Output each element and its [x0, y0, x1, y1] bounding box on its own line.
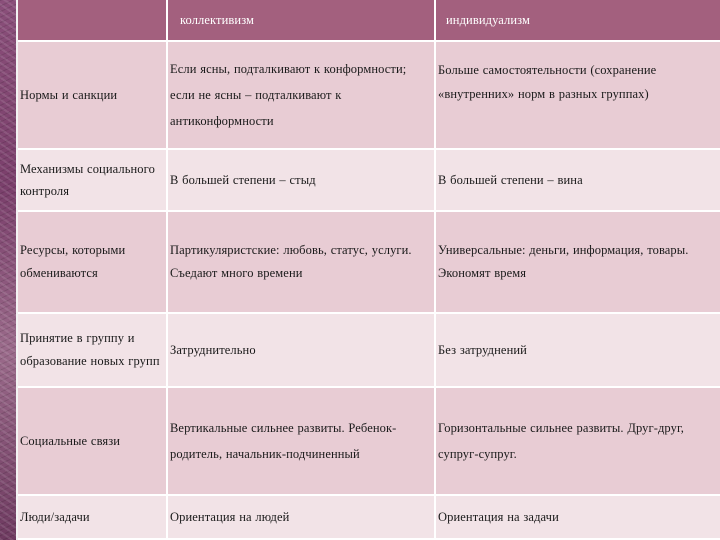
individualism-cell: Горизонтальные сильнее развиты. Друг-друг, супруг-супруг. — [436, 388, 720, 496]
individualism-cell: В большей степени – вина — [436, 150, 720, 212]
table-row-norms — [18, 42, 720, 150]
table-row-group-acceptance — [18, 314, 720, 388]
collectivism-cell: Вертикальные сильнее развиты. Ребенок-родитель, начальник-подчиненный — [168, 388, 436, 496]
row-label: Люди/задачи — [18, 496, 168, 540]
row-label: Социальные связи — [18, 388, 168, 496]
table-row-people-tasks — [18, 496, 720, 540]
collectivism-cell: Партикуляристские: любовь, статус, услуги. Съедают много времени — [168, 212, 436, 314]
header-individualism: индивидуализм — [436, 0, 720, 42]
table-row-resources — [18, 212, 720, 314]
row-label: Принятие в группу и образование новых групп — [18, 314, 168, 388]
table-row-social-control — [18, 150, 720, 212]
header-row — [18, 0, 720, 42]
comparison-table — [18, 0, 720, 540]
header-collectivism: коллективизм — [168, 0, 436, 42]
row-label: Механизмы социального контроля — [18, 150, 168, 212]
individualism-cell: Без затруднений — [436, 314, 720, 388]
collectivism-cell: Ориентация на людей — [168, 496, 436, 540]
individualism-cell: Ориентация на задачи — [436, 496, 720, 540]
row-label: Ресурсы, которыми обмениваются — [18, 212, 168, 314]
individualism-cell: Универсальные: деньги, информация, товары. Экономят время — [436, 212, 720, 314]
row-label: Нормы и санкции — [18, 42, 168, 150]
collectivism-cell: Затруднительно — [168, 314, 436, 388]
collectivism-cell: В большей степени – стыд — [168, 150, 436, 212]
header-corner-cell — [18, 0, 168, 42]
collectivism-cell: Если ясны, подталкивают к конформности; если не ясны – подталкивают к антиконформности — [168, 42, 436, 150]
table-row-social-ties — [18, 388, 720, 496]
individualism-cell: Больше самостоятельности (сохранение «внутренних» норм в разных группах) — [436, 42, 720, 150]
decorative-side-strip — [0, 0, 16, 540]
